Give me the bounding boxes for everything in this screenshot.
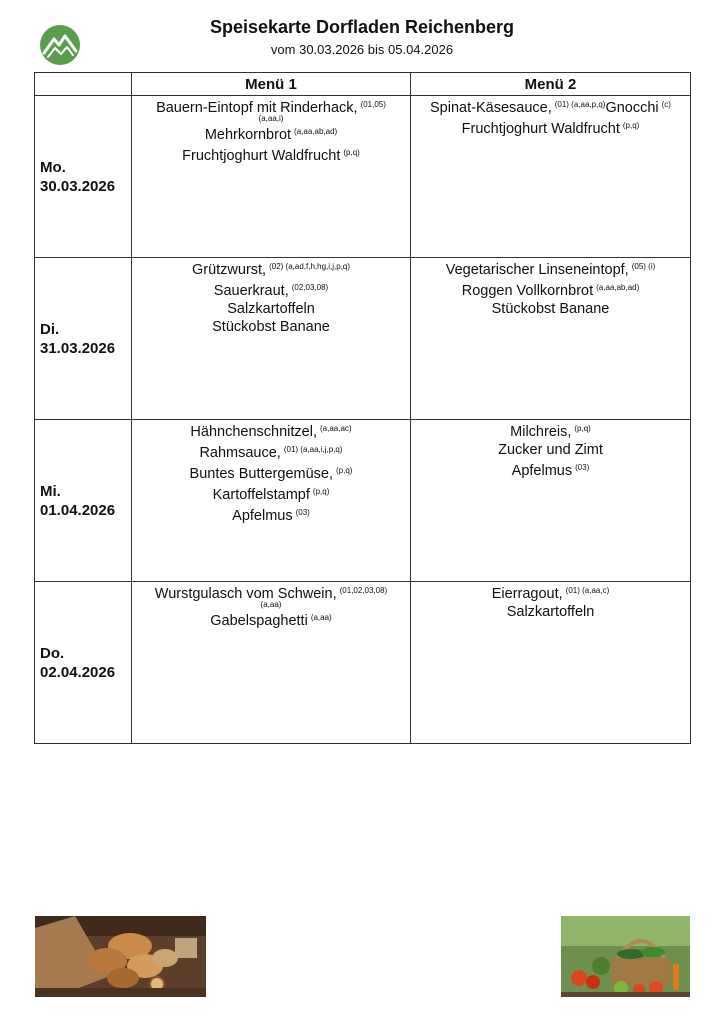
menu1-cell [132, 420, 411, 582]
dish-name: Grützwurst, [191, 262, 267, 278]
allergen-codes: (01) (a,aa,p,q) [554, 100, 606, 109]
menu2-cell [411, 258, 691, 420]
allergen-codes: (01,02,03,08) [339, 586, 388, 595]
menu-header-row [35, 73, 691, 96]
day-name: Mi. [40, 482, 61, 500]
dish-item [132, 582, 410, 609]
dish-item [132, 483, 410, 504]
allergen-codes: (a,aa,ac) [319, 424, 352, 433]
dish-name: Stückobst Banane [491, 301, 610, 317]
dish-item [132, 441, 410, 462]
day-date: 30.03.2026 [40, 177, 116, 195]
allergen-codes: (a,aa,ab,ad) [294, 127, 338, 136]
menu-table [34, 72, 691, 744]
dish-name: Buntes Buttergemüse, [189, 466, 334, 482]
allergen-codes: (01,05) [360, 100, 386, 109]
dish-name: Fruchtjoghurt Waldfrucht [182, 148, 341, 164]
menu2-cell [411, 96, 691, 258]
day-row [35, 582, 691, 744]
dish-name: Salzkartoffeln [227, 301, 315, 317]
menu-body [35, 96, 691, 744]
allergen-codes: (02,03,08) [291, 283, 329, 292]
dish-name: Vegetarischer Linseneintopf, [445, 262, 629, 278]
allergen-codes: (05) (i) [631, 262, 656, 271]
day-cell [35, 582, 132, 744]
dish-item [411, 300, 690, 318]
dish-item [132, 609, 410, 630]
day-name: Mo. [40, 158, 66, 176]
dish-name-2: Gnocchi [605, 100, 659, 116]
menu1-cell [132, 96, 411, 258]
menu2-cell [411, 582, 691, 744]
allergen-codes: (a,aa) [310, 613, 332, 622]
dish-name: Fruchtjoghurt Waldfrucht [461, 121, 620, 137]
dish-name: Zucker und Zimt [498, 442, 603, 458]
allergen-codes: (a,aa,ab,ad) [596, 283, 640, 292]
dish-name: Apfelmus [232, 508, 293, 524]
menu1-cell [132, 258, 411, 420]
dish-item [411, 279, 690, 300]
dish-name: Sauerkraut, [213, 283, 289, 299]
allergen-codes: (01) (a,aa,i,j,p,q) [283, 445, 343, 454]
dish-item [411, 117, 690, 138]
allergen-codes: (p,q) [312, 487, 330, 496]
menu2-header: Menü 2 [411, 73, 691, 96]
page-title: Speisekarte Dorfladen Reichenberg [209, 17, 515, 37]
allergen-codes: (p,q) [343, 148, 360, 157]
bread-photo [35, 916, 206, 997]
allergen-codes: (03) [575, 463, 590, 472]
dish-name: Eierragout, [491, 586, 563, 602]
dish-name: Rahmsauce, [199, 445, 281, 461]
day-cell [35, 258, 132, 420]
allergen-codes: (p,q) [622, 121, 640, 130]
day-row [35, 258, 691, 420]
day-row [35, 96, 691, 258]
dish-name: Hähnchenschnitzel, [190, 424, 317, 440]
day-cell [35, 420, 132, 582]
dish-name: Milchreis, [510, 424, 572, 440]
dish-name: Wurstgulasch vom Schwein, [154, 586, 337, 602]
menu1-cell [132, 582, 411, 744]
allergen-codes: (02) (a,ad,f,h,hg,i,j,p,q) [269, 262, 351, 271]
allergen-codes-2: (c) [661, 100, 671, 109]
dish-item [411, 420, 690, 441]
dish-item [411, 582, 690, 603]
dish-item [132, 279, 410, 300]
dish-name: Bauern-Eintopf mit Rinderhack, [156, 100, 358, 116]
corner-cell [35, 73, 132, 96]
dish-item [132, 318, 410, 336]
dish-name: Mehrkornbrot [204, 127, 292, 143]
date-range: vom 30.03.2026 bis 05.04.2026 [270, 42, 454, 57]
day-date: 01.04.2026 [40, 501, 116, 519]
allergen-codes: (p,q) [574, 424, 591, 433]
dish-item [132, 258, 410, 279]
dish-item [411, 459, 690, 480]
dish-item [132, 96, 410, 123]
allergen-codes: (01) (a,aa,c) [565, 586, 610, 595]
allergen-codes-line: (a,aa) [260, 600, 282, 609]
dish-item [132, 420, 410, 441]
dish-item [411, 96, 690, 117]
allergen-codes: (03) [295, 508, 310, 517]
dish-name: Kartoffelstampf [212, 487, 310, 503]
dish-item [411, 603, 690, 621]
dish-item [132, 144, 410, 165]
day-date: 02.04.2026 [40, 663, 116, 681]
dish-name: Gabelspaghetti [210, 613, 308, 629]
dish-name: Apfelmus [511, 463, 573, 479]
dish-name: Salzkartoffeln [506, 604, 595, 620]
vegetables-photo [561, 916, 690, 997]
dish-name: Stückobst Banane [212, 319, 330, 335]
dish-item [132, 504, 410, 525]
dish-name: Roggen Vollkornbrot [461, 283, 594, 299]
dish-item [132, 300, 410, 318]
day-name: Di. [40, 320, 60, 338]
dish-item [411, 258, 690, 279]
day-cell [35, 96, 132, 258]
allergen-codes-line: (a,aa,i) [258, 114, 284, 123]
allergen-codes: (p,q) [336, 466, 353, 475]
day-row [35, 420, 691, 582]
dish-name: Spinat-Käsesauce, [430, 100, 552, 116]
dish-item [411, 441, 690, 459]
day-name: Do. [40, 644, 65, 662]
dish-item [132, 462, 410, 483]
day-date: 31.03.2026 [40, 339, 116, 357]
menu1-header: Menü 1 [132, 73, 411, 96]
menu2-cell [411, 420, 691, 582]
dish-item [132, 123, 410, 144]
